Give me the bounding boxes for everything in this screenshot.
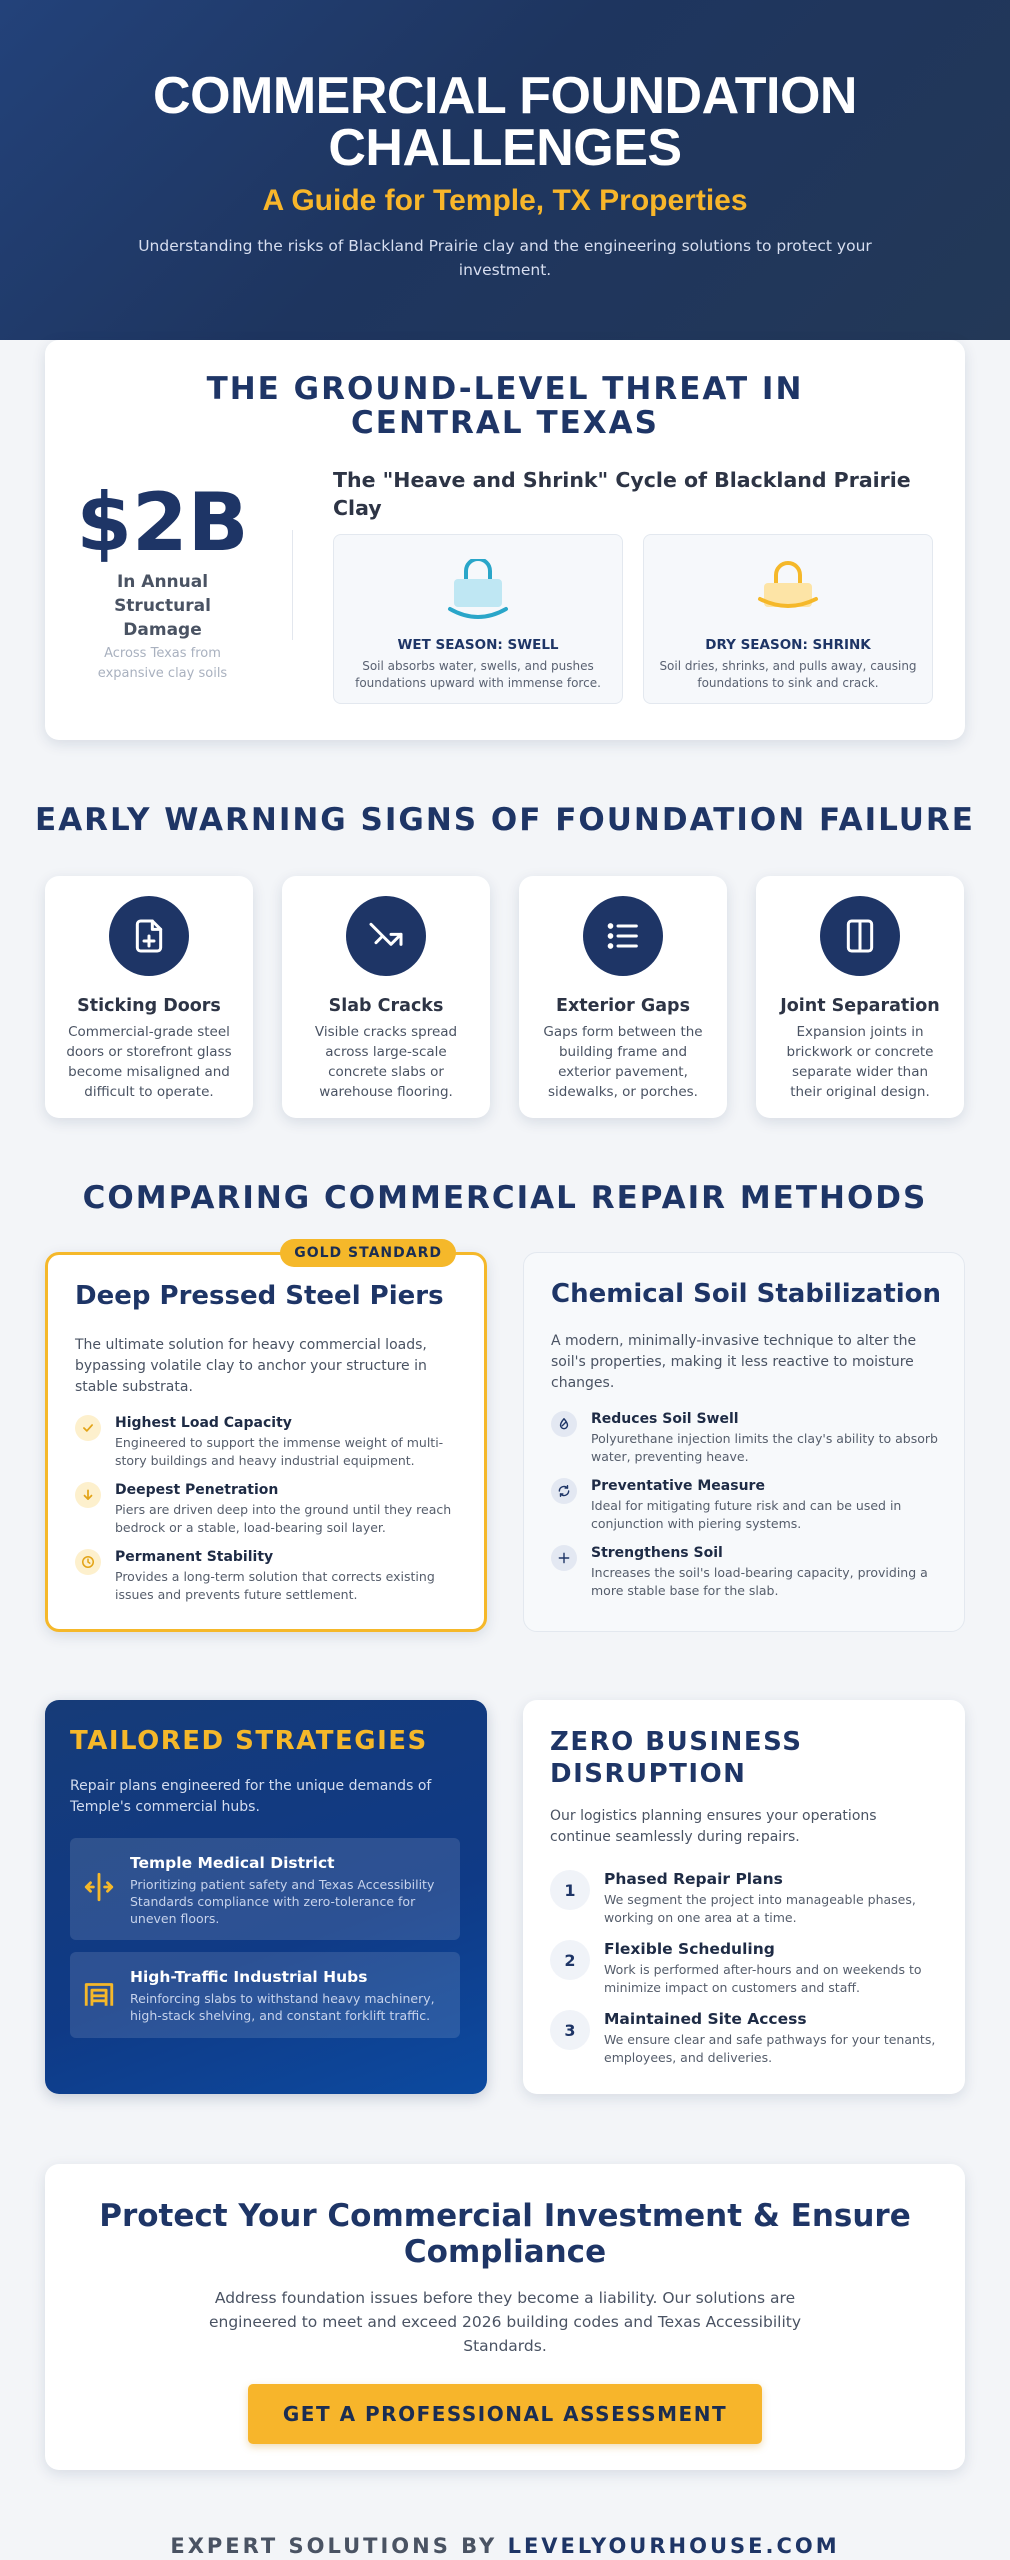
steel-piers-intro: The ultimate solution for heavy commercial loads, bypassing volatile clay to anchor your structure in stable substrata. xyxy=(75,1337,427,1395)
step-phased-repair xyxy=(550,1870,940,1927)
step-title: Flexible Scheduling xyxy=(604,1940,775,1958)
gold-standard-badge: GOLD STANDARD xyxy=(280,1239,456,1267)
zero-intro: Our logistics planning ensures your operations continue seamlessly during repairs. xyxy=(550,1808,877,1845)
hero-description: Understanding the risks of Blackland Prairie clay and the engineering solutions to protect your investment. xyxy=(138,237,872,279)
warning-desc: Expansion joints in brickwork or concrete separate wider than their original design. xyxy=(786,1024,934,1100)
dry-season-card xyxy=(643,534,933,704)
warning-desc: Gaps form between the building frame and exterior pavement, sidewalks, or porches. xyxy=(543,1024,703,1100)
wet-season-title: WET SEASON: SWELL xyxy=(397,637,559,653)
check-icon xyxy=(75,1415,101,1441)
warehouse-icon xyxy=(82,1976,116,2014)
zero-title: ZERO BUSINESS DISRUPTION xyxy=(550,1727,803,1789)
cycle-title: The "Heave and Shrink" Cycle of Blackland Prairie Clay xyxy=(333,468,911,520)
damage-stat-label: In Annual Structural Damage xyxy=(114,572,211,640)
cta-card xyxy=(45,2164,965,2470)
refresh-icon xyxy=(551,1478,577,1504)
plus-icon xyxy=(551,1545,577,1571)
warning-title: Sticking Doors xyxy=(77,996,221,1016)
cta-title: Protect Your Commercial Investment & Ensure Compliance xyxy=(99,2198,911,2270)
tailored-intro: Repair plans engineered for the unique demands of Temple's commercial hubs. xyxy=(70,1778,432,1815)
dry-season-title: DRY SEASON: SHRINK xyxy=(705,637,871,653)
dry-season-desc: Soil dries, shrinks, and pulls away, causing foundations to sink and crack. xyxy=(659,659,917,690)
tailored-item-desc: Prioritizing patient safety and Texas Accessibility Standards compliance with zero-tolerance for uneven floors. xyxy=(130,1877,435,1926)
crack-arrow-icon xyxy=(346,896,426,976)
step-number: 3 xyxy=(550,2010,590,2050)
shrink-icon xyxy=(755,559,821,623)
tailored-item-desc: Reinforcing slabs to withstand heavy machinery, high-stack shelving, and constant forklift traffic. xyxy=(130,1991,435,2023)
warning-card-joint-separation xyxy=(756,876,964,1118)
warning-desc: Visible cracks spread across large-scale concrete slabs or warehouse flooring. xyxy=(314,1024,458,1100)
cta-desc: Address foundation issues before they become a liability. Our solutions are engineered to meet and exceed 2026 building codes and Texas Accessibility Standards. xyxy=(208,2289,801,2355)
feature-reduces-swell xyxy=(551,1411,941,1466)
zero-disruption-card xyxy=(523,1700,965,2094)
medical-arrows-icon xyxy=(82,1870,116,1908)
chemical-intro: A modern, minimally-invasive technique to alter the soil's properties, making it less reactive to moisture changes. xyxy=(551,1333,917,1391)
feature-desc: Ideal for mitigating future risk and can be used in conjunction with piering systems. xyxy=(591,1498,902,1531)
chemical-stabilization-card xyxy=(523,1252,965,1632)
step-flexible-scheduling xyxy=(550,1940,940,1997)
warning-card-slab-cracks xyxy=(282,876,490,1118)
hero-banner xyxy=(0,0,1010,340)
feature-title: Deepest Penetration xyxy=(115,1482,279,1498)
damage-stat-value: $2B xyxy=(76,476,249,569)
step-desc: We segment the project into manageable phases, working on one area at a time. xyxy=(604,1892,916,1925)
feature-strengthens-soil xyxy=(551,1545,941,1600)
footer-brand-link[interactable]: LEVELYOURHOUSE.COM xyxy=(507,2534,840,2558)
step-number: 1 xyxy=(550,1870,590,1910)
feature-title: Permanent Stability xyxy=(115,1549,274,1565)
tailored-strategies-card xyxy=(45,1700,487,2094)
footer-prefix: EXPERT SOLUTIONS BY xyxy=(170,2534,498,2558)
damage-stat xyxy=(75,476,250,684)
damage-stat-sub: Across Texas from expansive clay soils xyxy=(97,646,228,681)
step-site-access xyxy=(550,2010,940,2067)
threat-title: THE GROUND-LEVEL THREAT IN CENTRAL TEXAS xyxy=(206,371,804,441)
divider xyxy=(292,530,293,640)
feature-desc: Piers are driven deep into the ground until they reach bedrock or a stable, load-bearing soil layer. xyxy=(115,1502,452,1535)
methods-section-title: COMPARING COMMERCIAL REPAIR METHODS xyxy=(82,1180,928,1216)
industrial-hubs-box xyxy=(70,1952,460,2038)
chemical-title: Chemical Soil Stabilization xyxy=(551,1279,942,1309)
feature-desc: Engineered to support the immense weight of multi-story buildings and heavy industrial equipment. xyxy=(115,1435,444,1468)
feature-title: Reduces Soil Swell xyxy=(591,1411,739,1427)
footer xyxy=(0,2534,1010,2558)
step-desc: We ensure clear and safe pathways for your tenants, employees, and deliveries. xyxy=(604,2032,936,2065)
warning-title: Slab Cracks xyxy=(328,996,444,1016)
threat-card xyxy=(45,340,965,740)
tailored-item-title: Temple Medical District xyxy=(130,1854,335,1872)
warning-card-exterior-gaps xyxy=(519,876,727,1118)
swell-icon xyxy=(445,559,511,623)
hero-title: COMMERCIAL FOUNDATION CHALLENGES xyxy=(153,67,857,177)
warning-section-title: EARLY WARNING SIGNS OF FOUNDATION FAILURE xyxy=(35,802,975,838)
feature-highest-load xyxy=(75,1415,465,1470)
step-title: Phased Repair Plans xyxy=(604,1870,783,1888)
warning-title: Joint Separation xyxy=(780,996,940,1016)
step-number: 2 xyxy=(550,1940,590,1980)
warning-title: Exterior Gaps xyxy=(556,996,690,1016)
arrow-down-icon xyxy=(75,1482,101,1508)
joint-icon xyxy=(820,896,900,976)
drop-icon xyxy=(551,1411,577,1437)
wet-season-card xyxy=(333,534,623,704)
medical-district-box xyxy=(70,1838,460,1940)
feature-deepest-penetration xyxy=(75,1482,465,1537)
step-title: Maintained Site Access xyxy=(604,2010,807,2028)
tailored-item-title: High-Traffic Industrial Hubs xyxy=(130,1968,368,1986)
feature-title: Preventative Measure xyxy=(591,1478,765,1494)
door-file-icon xyxy=(109,896,189,976)
assessment-button[interactable]: GET A PROFESSIONAL ASSESSMENT xyxy=(248,2384,762,2444)
warning-desc: Commercial-grade steel doors or storefront glass become misaligned and difficult to operate. xyxy=(66,1024,232,1100)
steel-piers-title: Deep Pressed Steel Piers xyxy=(75,1281,444,1311)
feature-permanent-stability xyxy=(75,1549,465,1604)
feature-preventative xyxy=(551,1478,941,1533)
wet-season-desc: Soil absorbs water, swells, and pushes foundations upward with immense force. xyxy=(355,659,601,690)
feature-desc: Provides a long-term solution that corrects existing issues and prevents future settlement. xyxy=(115,1569,435,1602)
feature-title: Highest Load Capacity xyxy=(115,1415,292,1431)
feature-title: Strengthens Soil xyxy=(591,1545,723,1561)
step-desc: Work is performed after-hours and on weekends to minimize impact on customers and staff. xyxy=(604,1962,922,1995)
tailored-title: TAILORED STRATEGIES xyxy=(70,1726,428,1756)
warning-card-sticking-doors xyxy=(45,876,253,1118)
steel-piers-card xyxy=(45,1245,487,1632)
hero-subtitle: A Guide for Temple, TX Properties xyxy=(262,184,748,217)
clock-icon xyxy=(75,1549,101,1575)
feature-desc: Increases the soil's load-bearing capacity, providing a more stable base for the slab. xyxy=(591,1565,928,1598)
feature-desc: Polyurethane injection limits the clay's ability to absorb water, preventing heave. xyxy=(591,1431,938,1464)
list-icon xyxy=(583,896,663,976)
